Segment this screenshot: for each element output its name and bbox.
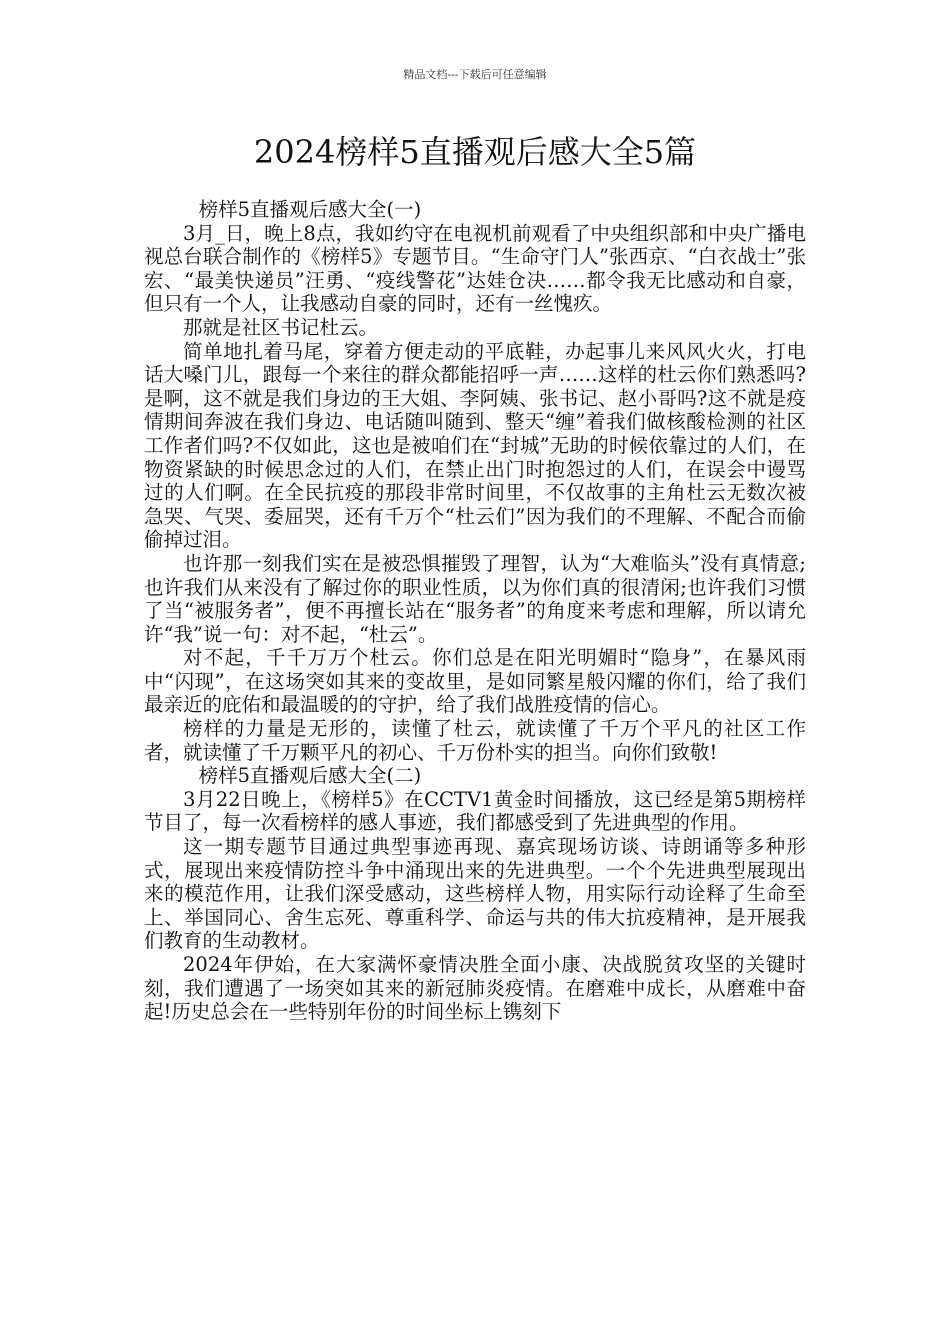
- section-heading-1: 榜样5直播观后感大全(一): [198, 198, 422, 221]
- header-note: 精品文档---下载后可任意编辑: [403, 68, 547, 81]
- section-heading-2: 榜样5直播观后感大全(二): [198, 764, 422, 788]
- paragraph: 对不起，千千万万个杜云。你们总是在阳光明媚时“隐身”，在暴风雨中“闪现”，在这场突如其来的变故里，是如同繁星般闪耀的你们，给了我们最亲近的庇佑和最温暖的的守护，给了我们战胜疫情的信心。: [144, 646, 806, 717]
- paragraph: 2024年伊始，在大家满怀豪情决胜全面小康、决战脱贫攻坚的关键时刻，我们遭遇了一场突如其来的新冠肺炎疫情。在磨难中成长，从磨难中奋起!历史总会在一些特别年份的时间坐标上镌刻下: [144, 953, 806, 1024]
- paragraph: 榜样的力量是无形的，读懂了杜云，就读懂了千万个平凡的社区工作者，就读懂了千万颗平凡的初心、千万份朴实的担当。向你们致敬!: [144, 717, 806, 764]
- paragraph: 3月_日，晚上8点，我如约守在电视机前观看了中央组织部和中央广播电视总台联合制作的《榜样5》专题节目。“生命守门人”张西京、“白衣战士”张宏、“最美快递员”汪勇、“疫线警花”达娃仓决……都令我无比感动和自豪，但只有一个人，让我感动自豪的同时，还有一丝愧疚。: [144, 221, 806, 316]
- page-title: 2024榜样5直播观后感大全5篇: [253, 133, 697, 171]
- paragraph: 这一期专题节目通过典型事迹再现、嘉宾现场访谈、诗朗诵等多种形式，展现出来疫情防控斗争中涌现出来的先进典型。一个个先进典型展现出来的模范作用，让我们深受感动，这些榜样人物，用实际行动诠释了生命至上、举国同心、舍生忘死、尊重科学、命运与共的伟大抗疫精神，是开展我们教育的生动教材。: [144, 835, 806, 953]
- paragraph: 简单地扎着马尾，穿着方便走动的平底鞋，办起事儿来风风火火，打电话大嗓门儿，跟每一个来往的群众都能招呼一声……这样的杜云你们熟悉吗?是啊，这不就是我们身边的王大姐、李阿姨、张书记、赵小哥吗?这不就是疫情期间奔波在我们身边、电话随叫随到、整天“缠”着我们做核酸检测的社区工作者们吗?不仅如此，这也是被咱们在“封城”无助的时候依靠过的人们，在物资紧缺的时候思念过的人们，在禁止出门时抱怨过的人们，在误会中谩骂过的人们啊。在全民抗疫的那段非常时间里，不仅故事的主角杜云无数次被急哭、气哭、委屈哭，还有千万个“杜云们”因为我们的不理解、不配合而偷偷掉过泪。: [144, 339, 806, 552]
- paragraph: 3月22日晚上，《榜样5》在CCTV1黄金时间播放，这已经是第5期榜样节目了，每一次看榜样的感人事迹，我们都感受到了先进典型的作用。: [144, 787, 806, 835]
- paragraph: 那就是社区书记杜云。: [183, 315, 379, 339]
- paragraph: 也许那一刻我们实在是被恐惧摧毁了理智，认为“大难临头”没有真情意;也许我们从来没有了解过你的职业性质，以为你们真的很清闲;也许我们习惯了当“被服务者”，便不再擅长站在“服务者”的角度来考虑和理解，所以请允许“我”说一句：对不起，“杜云”。: [144, 551, 806, 646]
- document-body: [144, 198, 806, 1024]
